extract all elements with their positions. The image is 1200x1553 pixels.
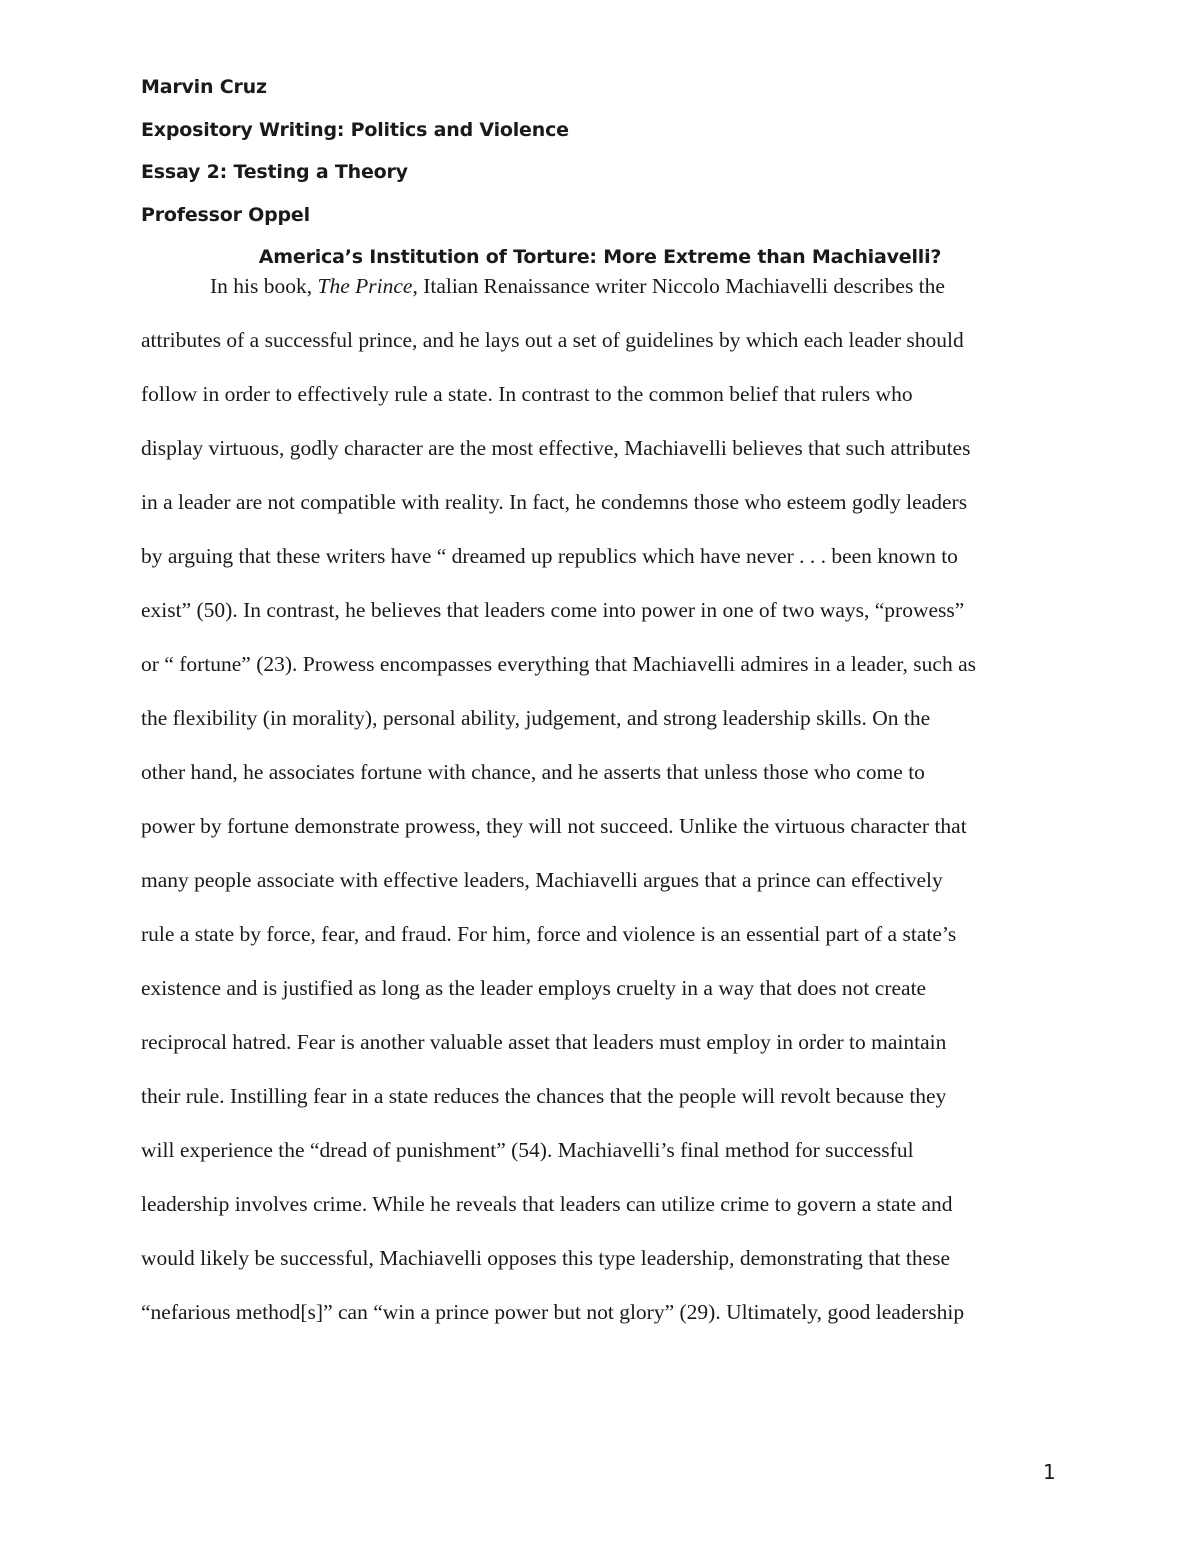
- paragraph-line: attributes of a successful prince, and he lays out a set of guidelines by which each leader should: [141, 328, 964, 352]
- first-line-before-title: In his book,: [210, 274, 318, 298]
- paragraph-line: their rule. Instilling fear in a state reduces the chances that the people will revolt because they: [141, 1084, 947, 1108]
- page-number: 1: [1043, 1460, 1056, 1484]
- paragraph-line: by arguing that these writers have “ dreamed up republics which have never . . . been known to: [141, 544, 958, 568]
- paragraph-line: the flexibility (in morality), personal ability, judgement, and strong leadership skills. On the: [141, 706, 931, 730]
- paragraph-line: other hand, he associates fortune with chance, and he asserts that unless those who come to: [141, 760, 925, 784]
- paragraph-line: follow in order to effectively rule a state. In contrast to the common belief that rulers who: [141, 382, 913, 406]
- first-line-after-title: , Italian Renaissance writer Niccolo Machiavelli describes the: [412, 274, 945, 298]
- assignment-name: Essay 2: Testing a Theory: [141, 161, 408, 183]
- paragraph-line: exist” (50). In contrast, he believes that leaders come into power in one of two ways, “prowess”: [141, 598, 965, 622]
- professor-name: Professor Oppel: [141, 204, 310, 226]
- paragraph-line: in a leader are not compatible with reality. In fact, he condemns those who esteem godly leaders: [141, 490, 968, 514]
- course-name: Expository Writing: Politics and Violence: [141, 119, 569, 141]
- paragraph-first-line: [210, 274, 945, 299]
- book-title: The Prince: [317, 274, 413, 298]
- paragraph-line: many people associate with effective leaders, Machiavelli argues that a prince can effectively: [141, 868, 943, 892]
- paragraph-line: “nefarious method[s]” can “win a prince power but not glory” (29). Ultimately, good leadership: [141, 1300, 965, 1324]
- paragraph-line: rule a state by force, fear, and fraud. For him, force and violence is an essential part of a state’s: [141, 922, 957, 946]
- paragraph-line: display virtuous, godly character are the most effective, Machiavelli believes that such attributes: [141, 436, 971, 460]
- paragraph-line: existence and is justified as long as the leader employs cruelty in a way that does not create: [141, 976, 927, 1000]
- essay-title: America’s Institution of Torture: More Extreme than Machiavelli?: [258, 246, 942, 268]
- paragraph-line: would likely be successful, Machiavelli opposes this type leadership, demonstrating that these: [141, 1246, 951, 1270]
- author-name: Marvin Cruz: [141, 76, 267, 98]
- paragraph-line: reciprocal hatred. Fear is another valuable asset that leaders must employ in order to maintain: [141, 1030, 947, 1054]
- paragraph-line: will experience the “dread of punishment” (54). Machiavelli’s final method for successful: [141, 1138, 914, 1162]
- paragraph-line: power by fortune demonstrate prowess, they will not succeed. Unlike the virtuous character that: [141, 814, 967, 838]
- paragraph-line: leadership involves crime. While he reveals that leaders can utilize crime to govern a state and: [141, 1192, 953, 1216]
- paragraph-line: or “ fortune” (23). Prowess encompasses everything that Machiavelli admires in a leader, such as: [141, 652, 976, 676]
